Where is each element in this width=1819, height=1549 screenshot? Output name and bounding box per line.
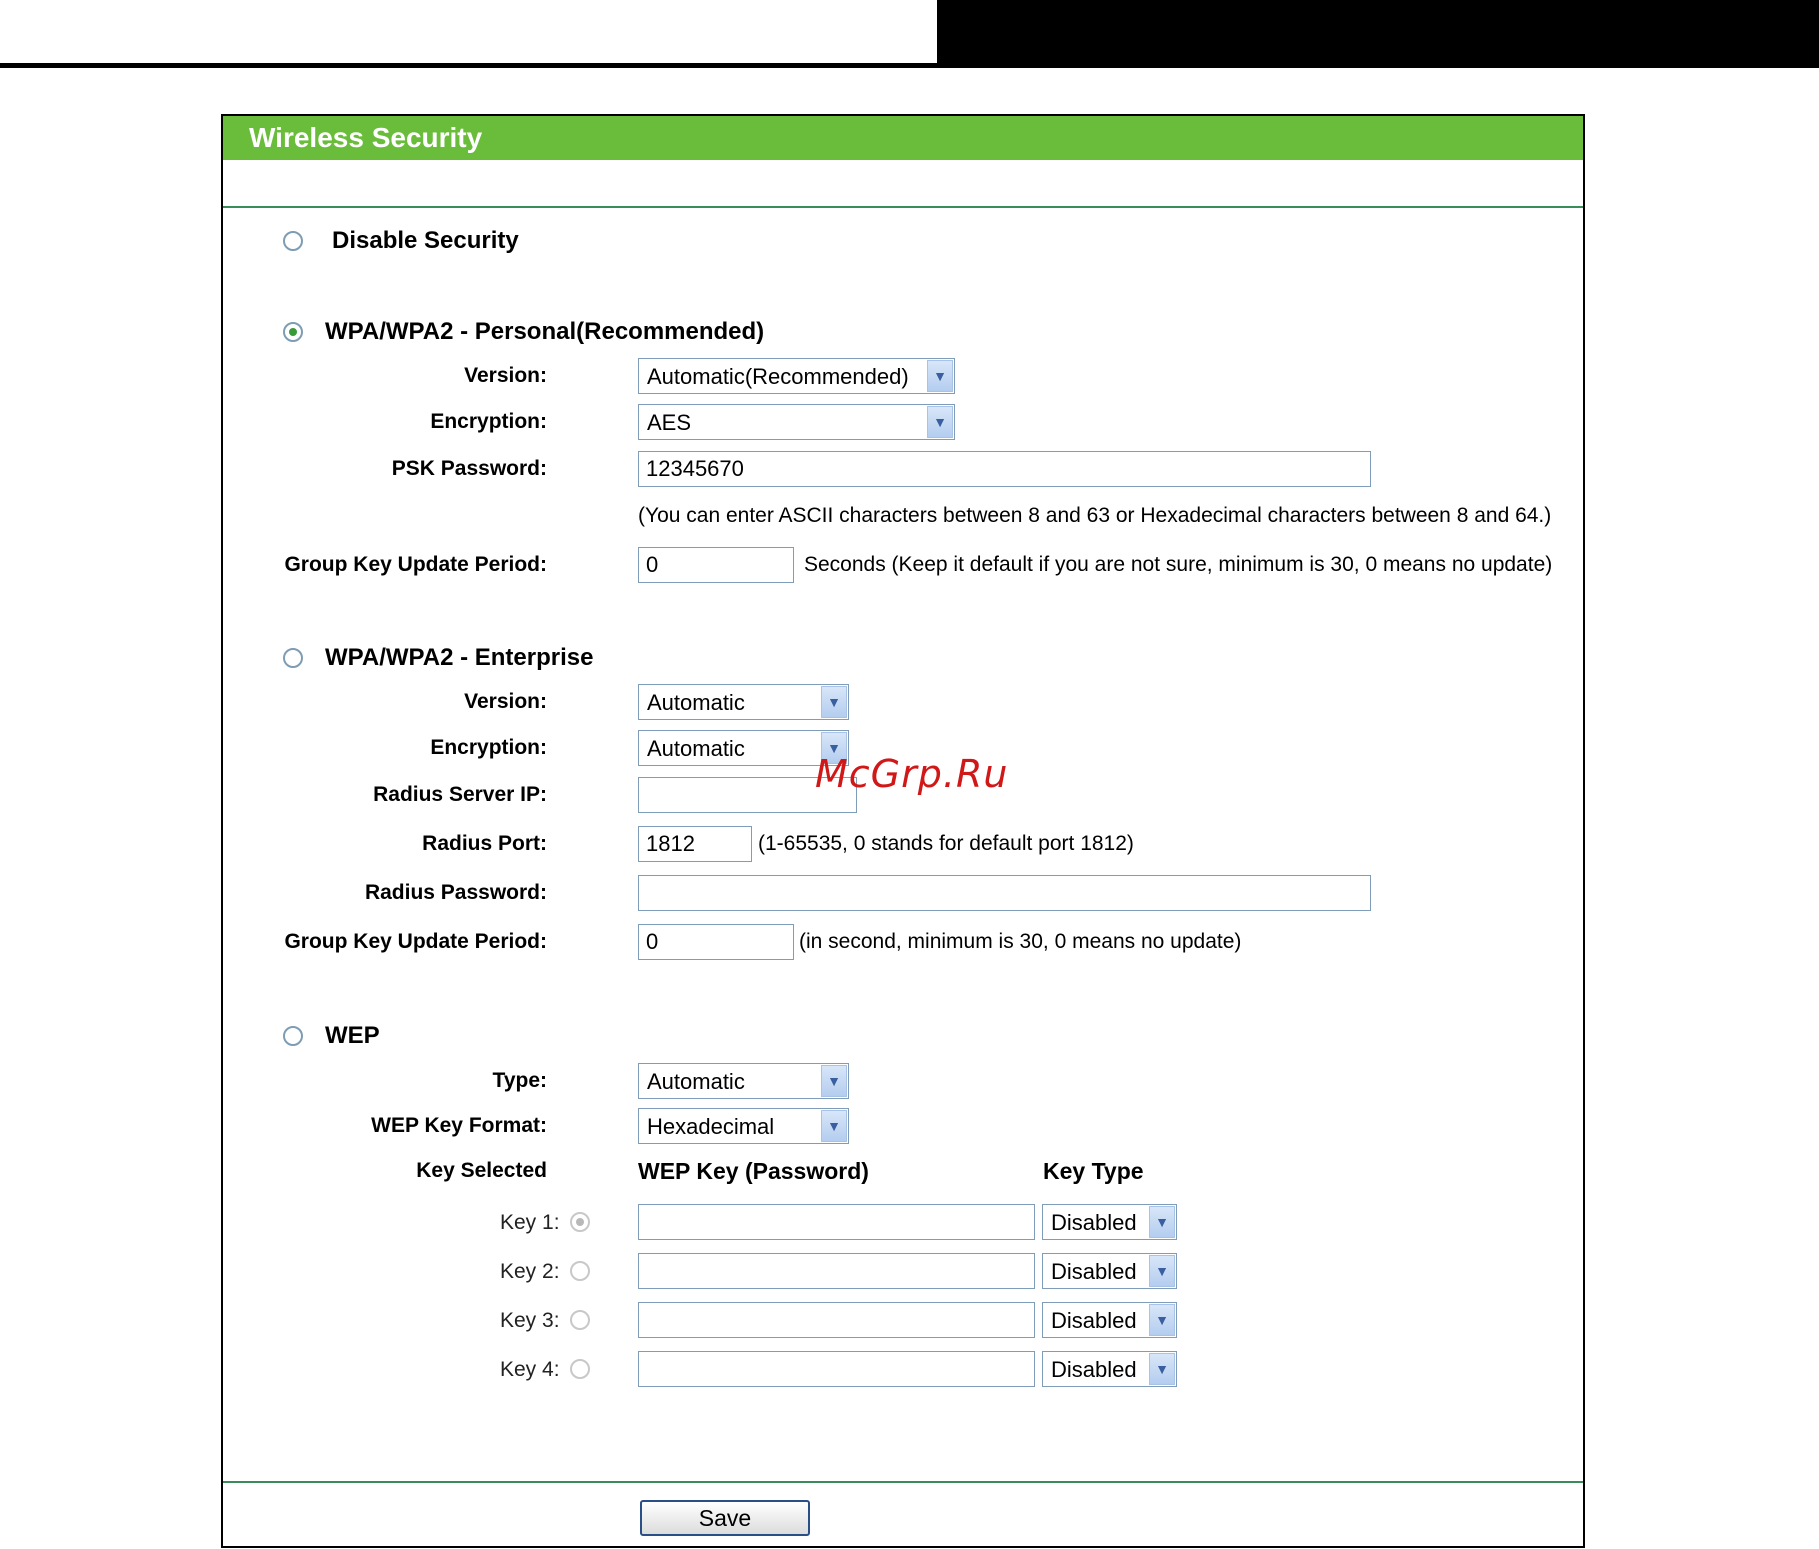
enterprise-group-key-input[interactable] [638,924,794,960]
personal-group-key-input[interactable] [638,547,794,583]
radius-password-label: Radius Password: [364,881,547,904]
wpa-enterprise-label: WPA/WPA2 - Enterprise [325,644,594,671]
watermark: McGrp.Ru [815,752,1009,796]
key-3-label: Key 3: [500,1309,560,1332]
wep-type-value: Automatic [647,1069,745,1094]
key-3-input[interactable] [638,1302,1035,1338]
wpa-personal-label: WPA/WPA2 - Personal(Recommended) [325,318,765,345]
key-2-type-select[interactable] [1042,1253,1177,1289]
chevron-down-icon: ▼ [821,686,847,718]
wireless-security-panel [221,114,1585,1548]
key-4-type-select[interactable] [1042,1351,1177,1387]
key-2-input[interactable] [638,1253,1035,1289]
chevron-down-icon: ▼ [821,732,847,764]
chevron-down-icon: ▼ [1149,1353,1175,1385]
key-3-radio[interactable] [570,1310,590,1330]
key-type-header: Key Type [1043,1158,1144,1184]
key-1-input[interactable] [638,1204,1035,1240]
wep-label: WEP [325,1022,380,1049]
key-2-type-value: Disabled [1051,1259,1137,1284]
chevron-down-icon: ▼ [927,360,953,392]
wpa-enterprise-radio[interactable] [283,648,303,668]
wep-type-label: Type: [492,1069,547,1092]
chevron-down-icon: ▼ [1149,1206,1175,1238]
wep-key-format-select[interactable] [638,1108,849,1144]
personal-encryption-select[interactable] [638,404,955,440]
radius-port-input[interactable] [638,826,752,862]
save-button[interactable]: Save [640,1500,810,1536]
enterprise-group-key-label: Group Key Update Period: [284,930,547,953]
personal-version-value: Automatic(Recommended) [647,364,909,389]
radius-port-label: Radius Port: [422,832,547,855]
key-3-type-select[interactable] [1042,1302,1177,1338]
key-4-type-value: Disabled [1051,1357,1137,1382]
wep-key-header: WEP Key (Password) [638,1158,869,1184]
personal-version-select[interactable] [638,358,955,394]
header-divider [223,206,1583,208]
enterprise-version-label: Version: [464,690,547,713]
key-4-radio[interactable] [570,1359,590,1379]
key-3-type-value: Disabled [1051,1308,1137,1333]
chevron-down-icon: ▼ [821,1110,847,1142]
chevron-down-icon: ▼ [1149,1255,1175,1287]
enterprise-version-select[interactable] [638,684,849,720]
personal-group-key-label: Group Key Update Period: [284,553,547,576]
key-1-label: Key 1: [500,1211,560,1234]
wep-type-select[interactable] [638,1063,849,1099]
panel-header [223,116,1583,160]
wpa-personal-radio[interactable] [283,322,303,342]
chevron-down-icon: ▼ [1149,1304,1175,1336]
disable-security-label: Disable Security [332,227,519,254]
enterprise-encryption-label: Encryption: [430,736,547,759]
key-4-input[interactable] [638,1351,1035,1387]
key-2-label: Key 2: [500,1260,560,1283]
footer-divider [223,1481,1583,1483]
key-4-label: Key 4: [500,1358,560,1381]
radius-server-ip-label: Radius Server IP: [373,783,547,806]
wep-key-format-value: Hexadecimal [647,1114,775,1139]
chevron-down-icon: ▼ [927,406,953,438]
psk-password-input[interactable] [638,451,1371,487]
wep-radio[interactable] [283,1026,303,1046]
key-2-radio[interactable] [570,1261,590,1281]
disable-security-radio[interactable] [283,231,303,251]
key-1-type-value: Disabled [1051,1210,1137,1235]
page-title: Wireless Security [249,122,483,153]
enterprise-encryption-value: Automatic [647,736,745,761]
enterprise-group-key-hint: (in second, minimum is 30, 0 means no update) [799,930,1242,953]
personal-encryption-label: Encryption: [430,410,547,433]
chevron-down-icon: ▼ [821,1065,847,1097]
personal-group-key-hint: Seconds (Keep it default if you are not sure, minimum is 30, 0 means no update) [804,553,1553,576]
radius-password-input[interactable] [638,875,1371,911]
key-1-radio[interactable] [570,1212,590,1232]
psk-password-label: PSK Password: [391,457,547,480]
key-selected-header: Key Selected [416,1159,547,1182]
key-1-type-select[interactable] [1042,1204,1177,1240]
psk-password-hint: (You can enter ASCII characters between 8 and 63 or Hexadecimal characters between 8 and 64.) [638,504,1552,527]
wep-key-format-label: WEP Key Format: [371,1114,547,1137]
radius-port-hint: (1-65535, 0 stands for default port 1812) [758,832,1134,855]
top-black-bar [937,0,1819,66]
personal-encryption-value: AES [647,410,692,435]
personal-version-label: Version: [464,364,547,387]
enterprise-version-value: Automatic [647,690,745,715]
